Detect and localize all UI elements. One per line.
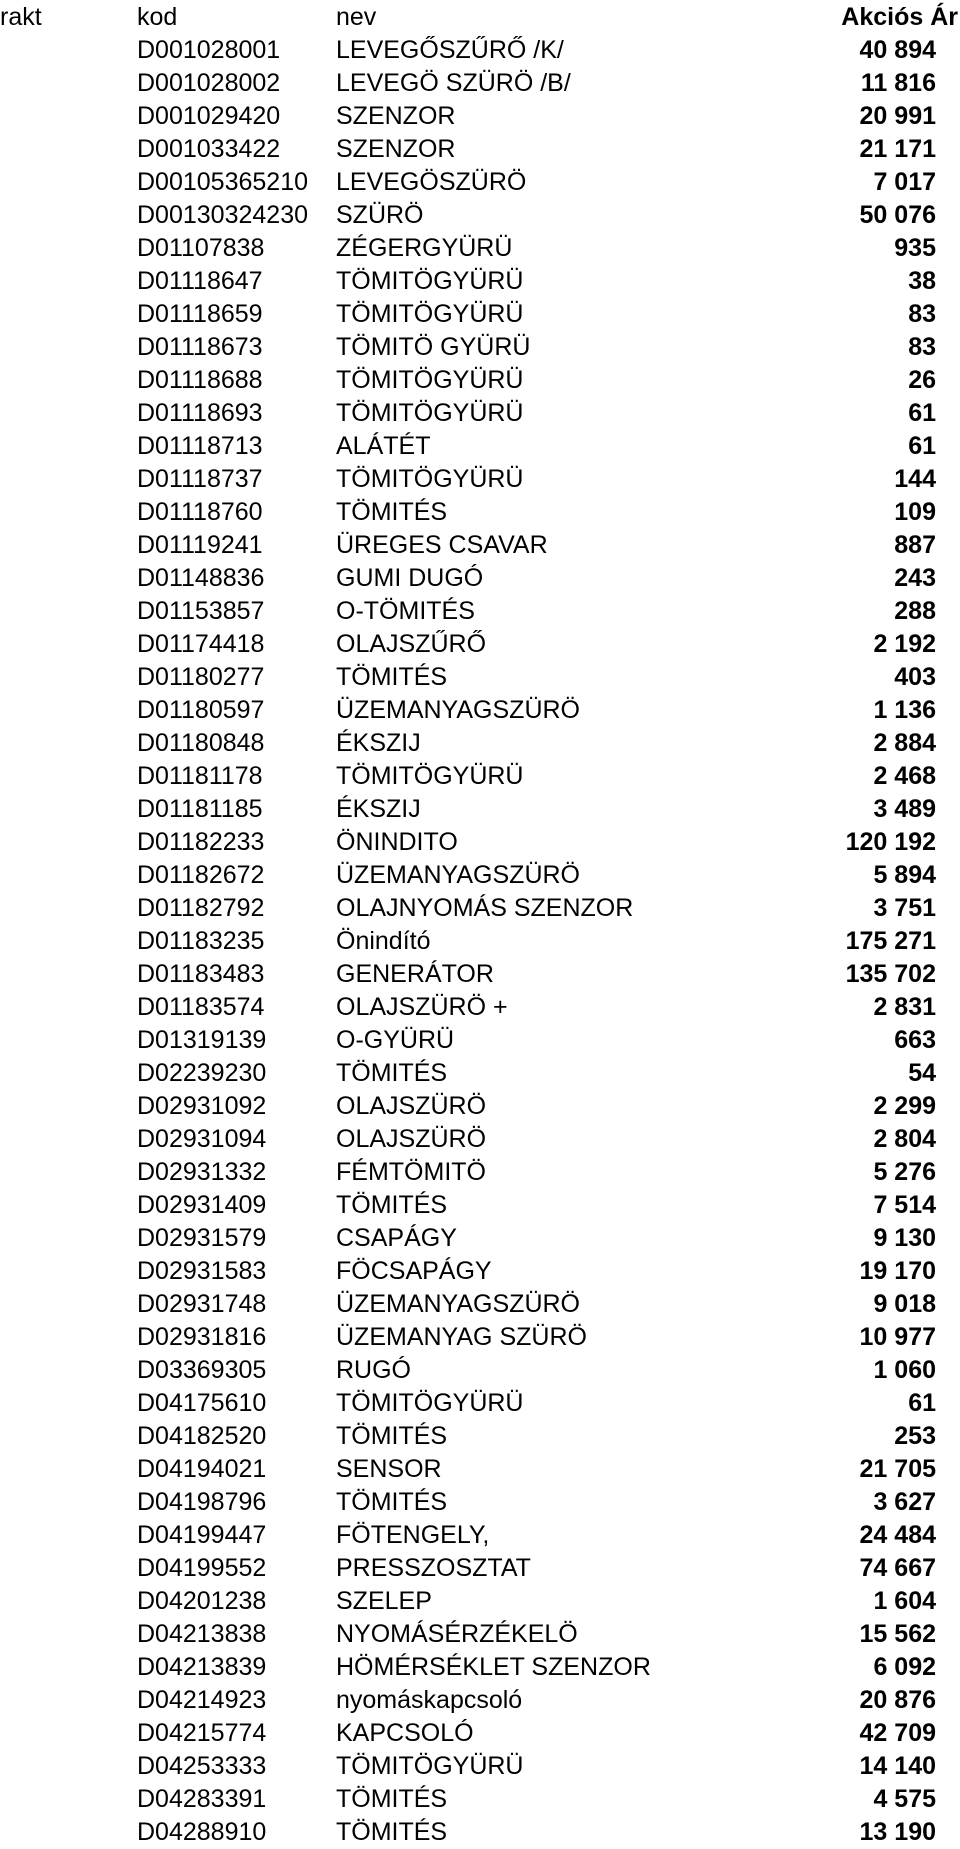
- part-name: TÖMITÖGYÜRÜ: [336, 1389, 524, 1417]
- table-row: [0, 34, 960, 67]
- column-header-nev: nev: [336, 3, 377, 31]
- sale-price: 83: [908, 300, 936, 328]
- part-name: RUGÓ: [336, 1356, 411, 1384]
- part-code: D01118713: [137, 432, 263, 460]
- part-name: TÖMITÖGYÜRÜ: [336, 267, 524, 295]
- sale-price: 20 876: [859, 1686, 936, 1714]
- part-code: D00105365210: [137, 168, 308, 196]
- part-code: D001028002: [137, 69, 281, 97]
- sale-price: 1 136: [873, 696, 936, 724]
- part-code: D04215774: [137, 1719, 267, 1747]
- sale-price: 3 627: [873, 1488, 936, 1516]
- part-name: ÖNINDITO: [336, 828, 458, 856]
- part-code: D04198796: [137, 1488, 267, 1516]
- part-name: NYOMÁSÉRZÉKELÖ: [336, 1620, 578, 1648]
- part-name: TÖMITÉS: [336, 1422, 448, 1450]
- part-name: SZENZOR: [336, 102, 456, 130]
- part-name: LEVEGÖ SZÜRÖ /B/: [336, 69, 571, 97]
- table-row: [0, 1651, 960, 1684]
- sale-price: 9 130: [873, 1224, 936, 1252]
- part-code: D04182520: [137, 1422, 267, 1450]
- part-name: GENERÁTOR: [336, 960, 494, 988]
- table-row: [0, 661, 960, 694]
- sale-price: 61: [908, 399, 936, 427]
- part-name: LEVEGŐSZŰRŐ /K/: [336, 36, 564, 64]
- part-name: ÜREGES CSAVAR: [336, 531, 548, 559]
- part-code: D01183483: [137, 960, 265, 988]
- part-name: ÉKSZIJ: [336, 795, 421, 823]
- table-row: [0, 892, 960, 925]
- table-row: [0, 166, 960, 199]
- part-code: D01118760: [137, 498, 263, 526]
- part-name: TÖMITÉS: [336, 498, 448, 526]
- table-row: [0, 364, 960, 397]
- part-code: D01119241: [137, 531, 263, 559]
- sale-price: 13 190: [859, 1818, 936, 1846]
- part-name: TÖMITÖGYÜRÜ: [336, 1752, 524, 1780]
- part-name: OLAJSZÜRÖ +: [336, 993, 508, 1021]
- table-row: [0, 628, 960, 661]
- table-row: [0, 727, 960, 760]
- part-name: Önindító: [336, 927, 431, 955]
- part-code: D00130324230: [137, 201, 308, 229]
- part-name: LEVEGÖSZÜRÖ: [336, 168, 527, 196]
- sale-price: 9 018: [873, 1290, 936, 1318]
- sale-price: 38: [908, 267, 936, 295]
- sale-price: 50 076: [859, 201, 936, 229]
- part-name: TÖMITÖ GYÜRÜ: [336, 333, 531, 361]
- part-code: D02931748: [137, 1290, 267, 1318]
- part-code: D01182792: [137, 894, 265, 922]
- sale-price: 42 709: [859, 1719, 936, 1747]
- part-name: HÖMÉRSÉKLET SZENZOR: [336, 1653, 651, 1681]
- part-name: OLAJNYOMÁS SZENZOR: [336, 894, 634, 922]
- table-row: [0, 793, 960, 826]
- sale-price: 2 831: [873, 993, 936, 1021]
- sale-price: 15 562: [859, 1620, 936, 1648]
- sale-price: 61: [908, 1389, 936, 1417]
- part-name: TÖMITÉS: [336, 663, 448, 691]
- part-code: D01319139: [137, 1026, 267, 1054]
- part-code: D04175610: [137, 1389, 267, 1417]
- table-row: [0, 331, 960, 364]
- part-name: ÉKSZIJ: [336, 729, 421, 757]
- part-name: KAPCSOLÓ: [336, 1719, 474, 1747]
- table-row: [0, 1750, 960, 1783]
- sale-price: 83: [908, 333, 936, 361]
- table-row: [0, 1420, 960, 1453]
- part-name: OLAJSZŰRŐ: [336, 630, 487, 658]
- table-row: [0, 1288, 960, 1321]
- part-name: O-GYÜRÜ: [336, 1026, 455, 1054]
- table-row: [0, 1783, 960, 1816]
- sale-price: 40 894: [859, 36, 936, 64]
- table-row: [0, 133, 960, 166]
- table-row: [0, 1387, 960, 1420]
- table-row: [0, 496, 960, 529]
- part-code: D02931583: [137, 1257, 267, 1285]
- sale-price: 21 705: [859, 1455, 936, 1483]
- table-row: [0, 562, 960, 595]
- part-name: ÜZEMANYAG SZÜRÖ: [336, 1323, 587, 1351]
- table-row: [0, 1321, 960, 1354]
- part-name: FÖTENGELY,: [336, 1521, 490, 1549]
- part-code: D04194021: [137, 1455, 267, 1483]
- part-name: TÖMITÉS: [336, 1191, 448, 1219]
- table-row: [0, 859, 960, 892]
- sale-price: 109: [894, 498, 936, 526]
- sale-price: 120 192: [845, 828, 936, 856]
- sale-price: 2 884: [873, 729, 936, 757]
- part-name: TÖMITÖGYÜRÜ: [336, 762, 524, 790]
- part-name: GUMI DUGÓ: [336, 564, 484, 592]
- part-code: D01181178: [137, 762, 263, 790]
- sale-price: 2 299: [873, 1092, 936, 1120]
- part-name: TÖMITÉS: [336, 1059, 448, 1087]
- part-name: ZÉGERGYÜRÜ: [336, 234, 513, 262]
- part-name: TÖMITÉS: [336, 1818, 448, 1846]
- part-name: FÉMTÖMITÖ: [336, 1158, 486, 1186]
- table-row: [0, 1024, 960, 1057]
- part-name: TÖMITÖGYÜRÜ: [336, 366, 524, 394]
- sale-price: 243: [894, 564, 936, 592]
- part-code: D001029420: [137, 102, 281, 130]
- part-code: D01118673: [137, 333, 263, 361]
- part-code: D03369305: [137, 1356, 267, 1384]
- part-code: D01183574: [137, 993, 265, 1021]
- part-code: D04199447: [137, 1521, 267, 1549]
- part-name: TÖMITÉS: [336, 1488, 448, 1516]
- sale-price: 3 751: [873, 894, 936, 922]
- sale-price: 7 017: [873, 168, 936, 196]
- column-header-rakt: rakt: [0, 3, 42, 31]
- part-name: TÖMITÉS: [336, 1785, 448, 1813]
- sale-price: 1 060: [873, 1356, 936, 1384]
- part-code: D01118659: [137, 300, 263, 328]
- part-code: D01118737: [137, 465, 263, 493]
- table-row: [0, 265, 960, 298]
- part-code: D01118688: [137, 366, 263, 394]
- table-row: [0, 1090, 960, 1123]
- sale-price: 288: [894, 597, 936, 625]
- part-code: D02931094: [137, 1125, 267, 1153]
- table-row: [0, 595, 960, 628]
- part-code: D04214923: [137, 1686, 267, 1714]
- part-code: D02239230: [137, 1059, 267, 1087]
- part-code: D01180848: [137, 729, 265, 757]
- part-code: D01183235: [137, 927, 265, 955]
- table-row: [0, 1618, 960, 1651]
- sale-price: 21 171: [859, 135, 936, 163]
- part-name: ÜZEMANYAGSZÜRÖ: [336, 1290, 580, 1318]
- part-code: D01153857: [137, 597, 265, 625]
- part-code: D01182233: [137, 828, 265, 856]
- sale-price: 1 604: [873, 1587, 936, 1615]
- part-code: D04213839: [137, 1653, 267, 1681]
- part-name: TÖMITÖGYÜRÜ: [336, 465, 524, 493]
- sale-price: 20 991: [859, 102, 936, 130]
- table-row: [0, 826, 960, 859]
- part-code: D04213838: [137, 1620, 267, 1648]
- sale-price: 144: [894, 465, 936, 493]
- column-header-kod: kod: [137, 3, 178, 31]
- sale-price: 2 468: [873, 762, 936, 790]
- sale-price: 253: [894, 1422, 936, 1450]
- table-row: [0, 1684, 960, 1717]
- table-row: [0, 529, 960, 562]
- part-name: SZÜRÖ: [336, 201, 424, 229]
- sale-price: 14 140: [859, 1752, 936, 1780]
- part-name: PRESSZOSZTAT: [336, 1554, 531, 1582]
- sale-price: 2 804: [873, 1125, 936, 1153]
- part-code: D001028001: [137, 36, 281, 64]
- sale-price: 61: [908, 432, 936, 460]
- sale-price: 7 514: [873, 1191, 936, 1219]
- table-row: [0, 1156, 960, 1189]
- table-row: [0, 430, 960, 463]
- sale-price: 887: [894, 531, 936, 559]
- part-code: D04201238: [137, 1587, 267, 1615]
- table-row: [0, 1585, 960, 1618]
- part-name: ÜZEMANYAGSZÜRÖ: [336, 696, 580, 724]
- sale-price: 54: [908, 1059, 936, 1087]
- header-row: [0, 1, 960, 34]
- table-row: [0, 1222, 960, 1255]
- part-code: D01180277: [137, 663, 265, 691]
- part-name: ÜZEMANYAGSZÜRÖ: [336, 861, 580, 889]
- part-name: nyomáskapcsoló: [336, 1686, 523, 1714]
- part-code: D01182672: [137, 861, 265, 889]
- part-code: D01118693: [137, 399, 263, 427]
- table-row: [0, 67, 960, 100]
- table-row: [0, 694, 960, 727]
- sale-price: 2 192: [873, 630, 936, 658]
- part-code: D01107838: [137, 234, 265, 262]
- table-row: [0, 1057, 960, 1090]
- part-name: O-TÖMITÉS: [336, 597, 475, 625]
- part-code: D04288910: [137, 1818, 267, 1846]
- table-row: [0, 1552, 960, 1585]
- part-code: D02931579: [137, 1224, 267, 1252]
- part-name: OLAJSZÜRÖ: [336, 1125, 487, 1153]
- table-row: [0, 1519, 960, 1552]
- sale-price: 10 977: [859, 1323, 936, 1351]
- part-name: OLAJSZÜRÖ: [336, 1092, 487, 1120]
- part-name: CSAPÁGY: [336, 1224, 457, 1252]
- table-row: [0, 958, 960, 991]
- table-row: [0, 232, 960, 265]
- sale-price: 3 489: [873, 795, 936, 823]
- sale-price: 5 276: [873, 1158, 936, 1186]
- part-code: D02931092: [137, 1092, 267, 1120]
- table-row: [0, 1486, 960, 1519]
- sale-price: 5 894: [873, 861, 936, 889]
- table-row: [0, 1189, 960, 1222]
- table-row: [0, 1354, 960, 1387]
- table-row: [0, 298, 960, 331]
- part-code: D04253333: [137, 1752, 267, 1780]
- part-name: TÖMITÖGYÜRÜ: [336, 300, 524, 328]
- sale-price: 175 271: [845, 927, 936, 955]
- part-code: D01180597: [137, 696, 265, 724]
- table-row: [0, 1255, 960, 1288]
- part-code: D02931409: [137, 1191, 267, 1219]
- table-row: [0, 463, 960, 496]
- part-code: D02931332: [137, 1158, 267, 1186]
- part-code: D01174418: [137, 630, 265, 658]
- sale-price: 935: [894, 234, 936, 262]
- column-header-akcios-ar: Akciós Ár: [841, 3, 958, 31]
- part-code: D001033422: [137, 135, 281, 163]
- sale-price: 663: [894, 1026, 936, 1054]
- part-code: D02931816: [137, 1323, 267, 1351]
- sale-price: 6 092: [873, 1653, 936, 1681]
- sale-price: 403: [894, 663, 936, 691]
- sale-price: 26: [908, 366, 936, 394]
- table-row: [0, 925, 960, 958]
- sale-price: 4 575: [873, 1785, 936, 1813]
- sale-price: 135 702: [845, 960, 936, 988]
- part-name: SZELEP: [336, 1587, 432, 1615]
- table-row: [0, 760, 960, 793]
- sale-price: 24 484: [859, 1521, 936, 1549]
- part-code: D01148836: [137, 564, 265, 592]
- table-row: [0, 1123, 960, 1156]
- part-code: D01118647: [137, 267, 263, 295]
- table-row: [0, 100, 960, 133]
- table-row: [0, 1717, 960, 1750]
- part-code: D01181185: [137, 795, 263, 823]
- part-name: SZENZOR: [336, 135, 456, 163]
- part-name: ALÁTÉT: [336, 432, 431, 460]
- sale-price: 74 667: [859, 1554, 936, 1582]
- table-row: [0, 991, 960, 1024]
- table-row: [0, 397, 960, 430]
- part-name: TÖMITÖGYÜRÜ: [336, 399, 524, 427]
- part-name: FÖCSAPÁGY: [336, 1257, 492, 1285]
- table-row: [0, 1453, 960, 1486]
- part-code: D04199552: [137, 1554, 267, 1582]
- table-row: [0, 199, 960, 232]
- sale-price: 19 170: [859, 1257, 936, 1285]
- part-name: SENSOR: [336, 1455, 442, 1483]
- part-code: D04283391: [137, 1785, 267, 1813]
- sale-price: 11 816: [860, 69, 936, 97]
